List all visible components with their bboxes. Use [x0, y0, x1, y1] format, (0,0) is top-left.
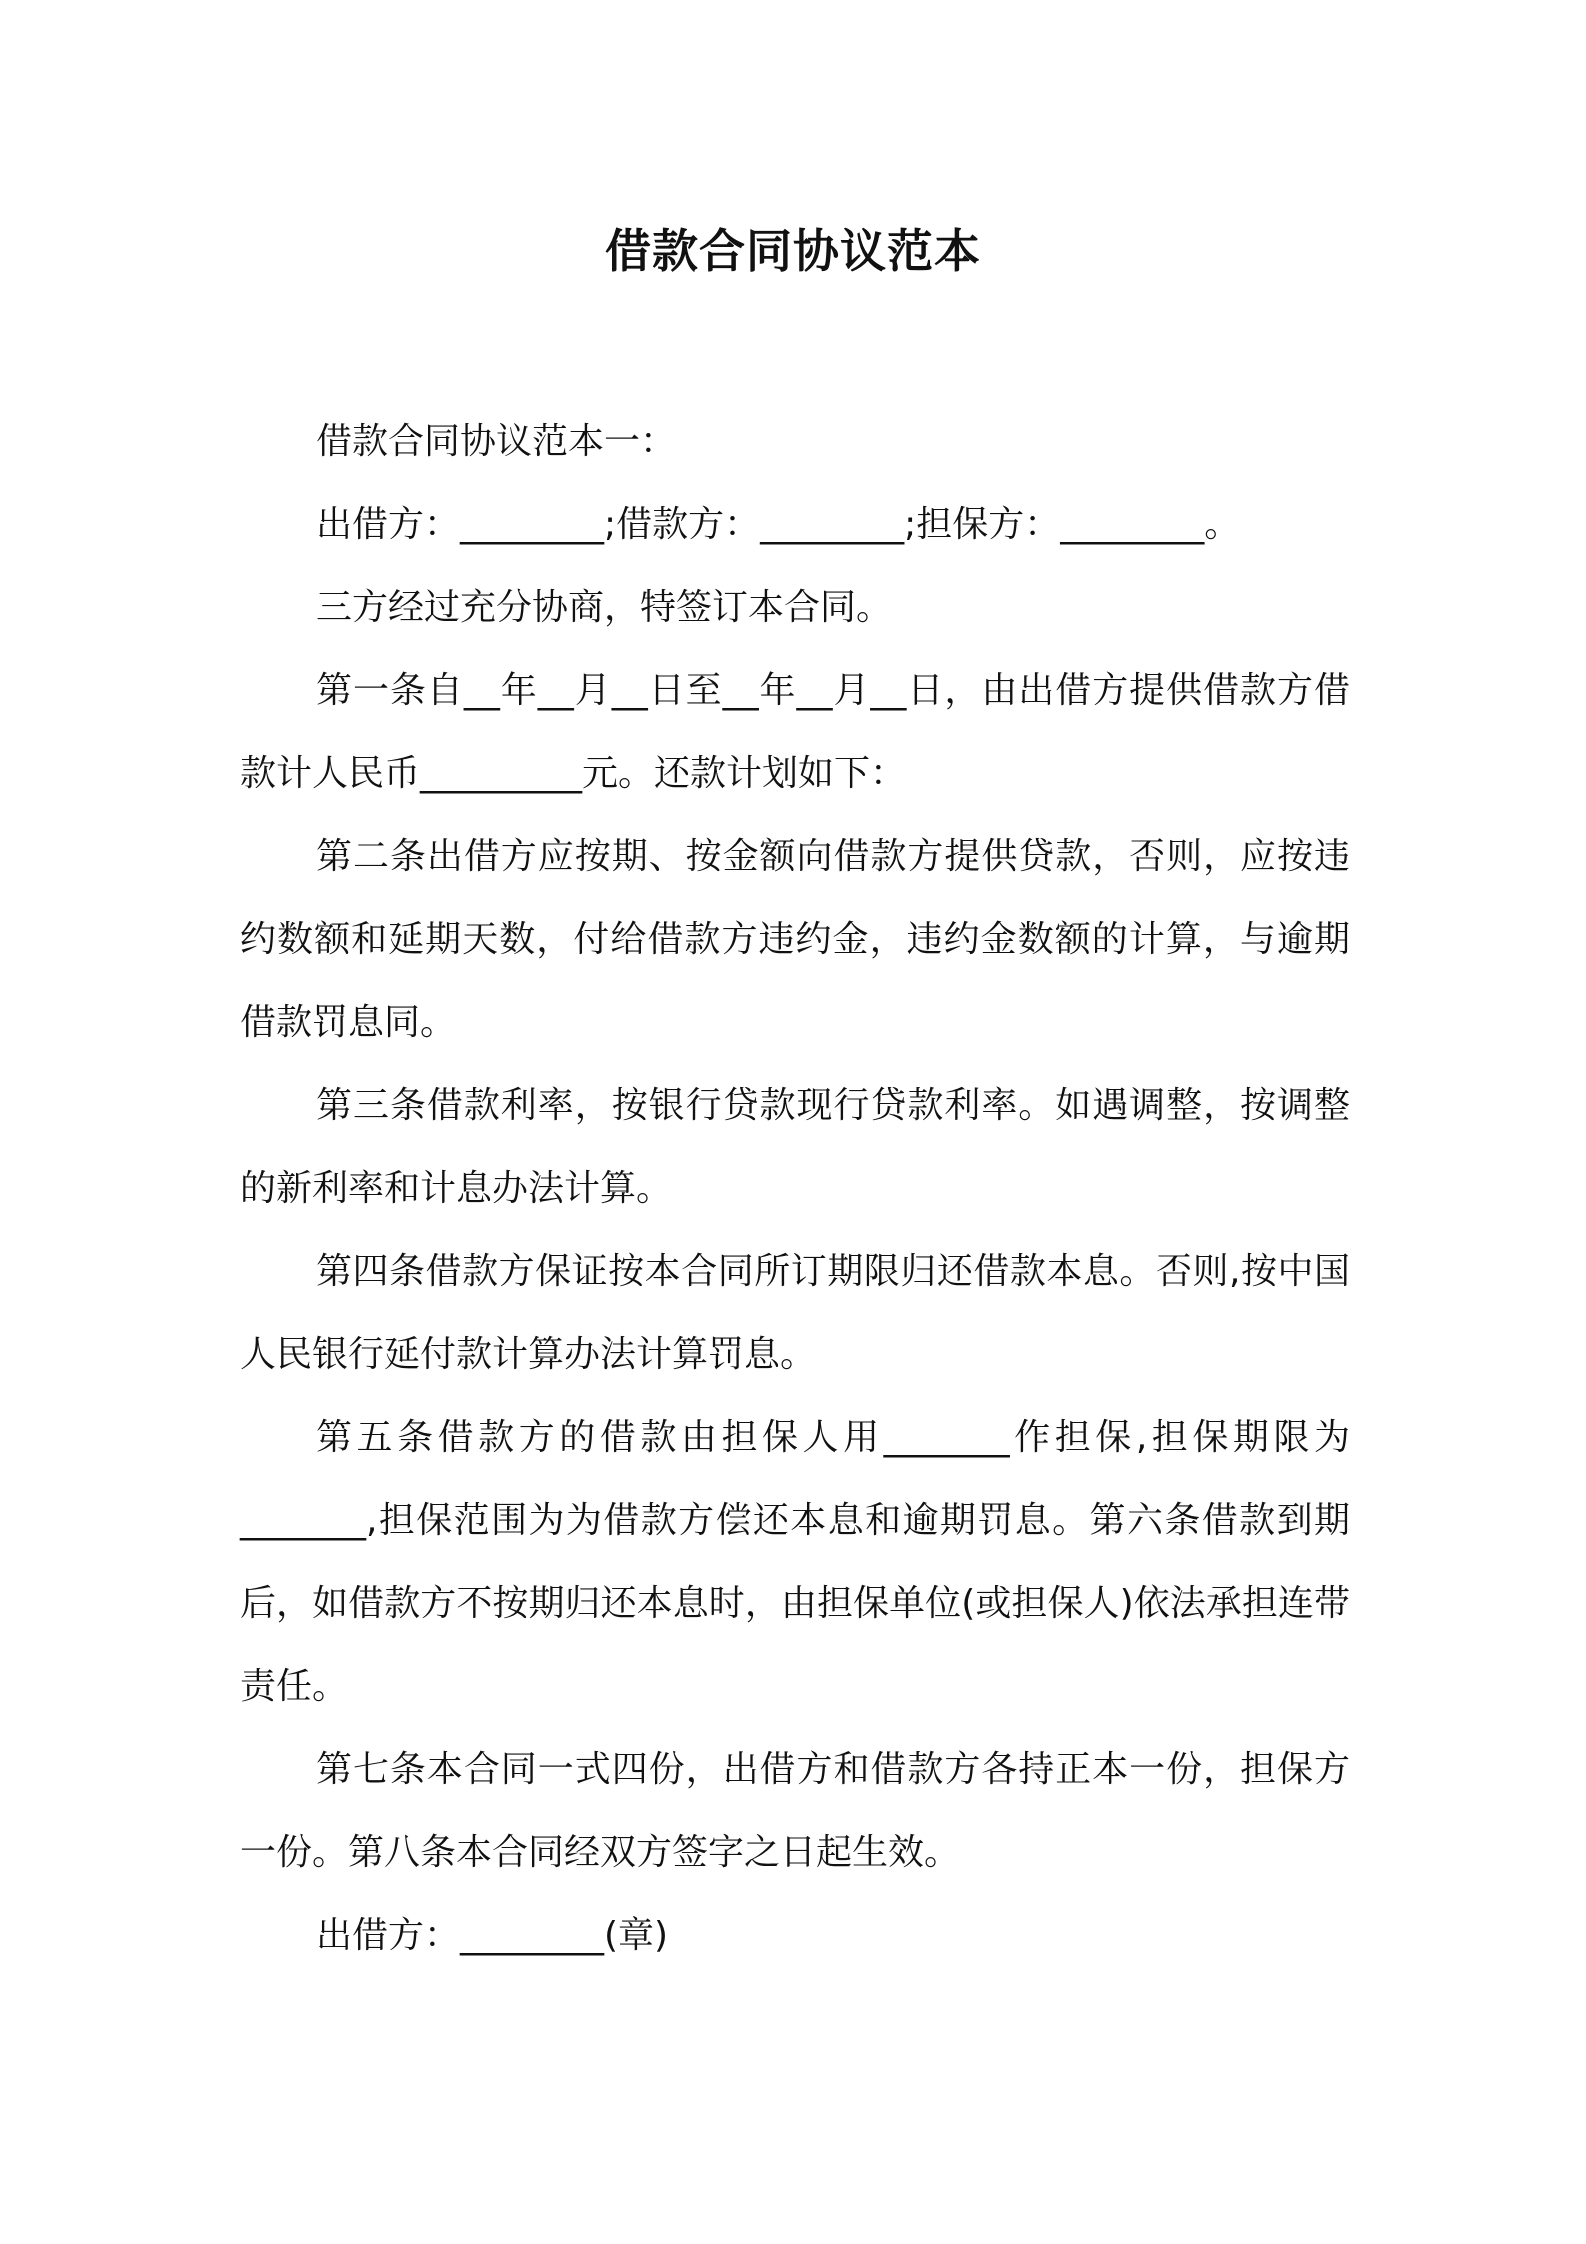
paragraph-article-4: 第四条借款方保证按本合同所订期限归还借款本息。否则,按中国人民银行延付款计算办法计算罚息。 — [240, 1251, 1350, 1375]
paragraph-article-2: 第二条出借方应按期、按金额向借款方提供贷款，否则，应按违约数额和延期天数，付给借款方违约金，违约金数额的计算，与逾期借款罚息同。 — [240, 836, 1350, 1043]
paragraph-article-5-6: 第五条借款方的借款由担保人用_______作担保,担保期限为_______,担保范围为为借款方偿还本息和逾期罚息。第六条借款到期后，如借款方不按期归还本息时，由担保单位(或担保人)依法承担连带责任。 — [240, 1417, 1350, 1707]
paragraph-article-7-8: 第七条本合同一式四份，出借方和借款方各持正本一份，担保方一份。第八条本合同经双方签字之日起生效。 — [240, 1749, 1350, 1873]
document-title: 借款合同协议范本 — [605, 224, 981, 278]
document-body — [240, 400, 1350, 1977]
paragraph-signature-lender: 出借方：________(章) — [316, 1915, 669, 1956]
paragraph-intro: 借款合同协议范本一： — [316, 421, 677, 462]
paragraph-parties: 出借方：________;借款方：________;担保方：________。 — [316, 504, 1241, 545]
paragraph-article-3: 第三条借款利率，按银行贷款现行贷款利率。如遇调整，按调整的新利率和计息办法计算。 — [240, 1085, 1350, 1209]
paragraph-agreement: 三方经过充分协商，特签订本合同。 — [316, 587, 893, 628]
paragraph-article-1: 第一条自__年__月__日至__年__月__日，由出借方提供借款方借款计人民币_________元。还款计划如下： — [240, 670, 1350, 794]
